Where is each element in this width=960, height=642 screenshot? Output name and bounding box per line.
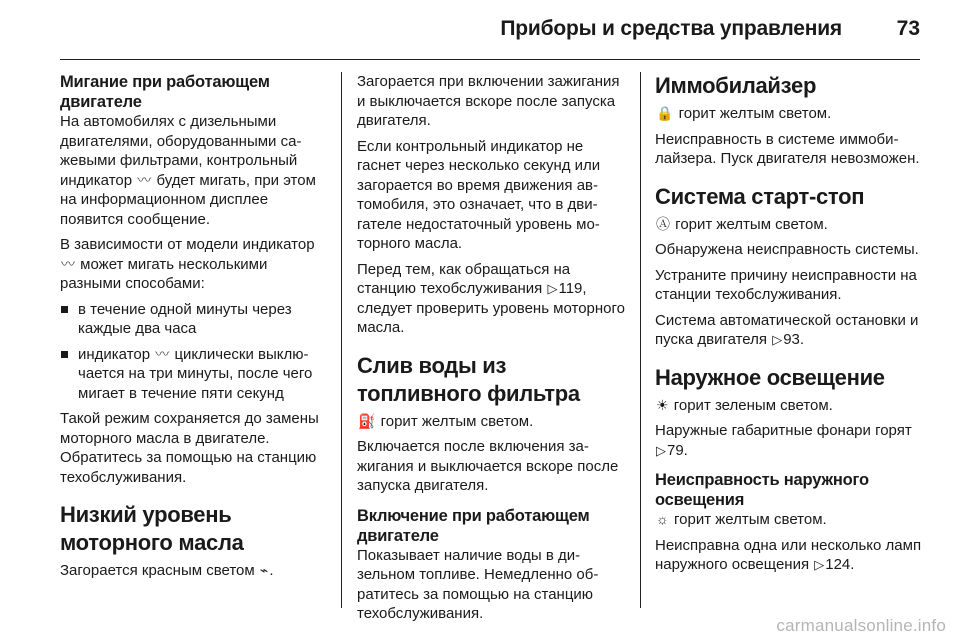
- paragraph: 🔒 горит желтым светом.: [656, 105, 832, 122]
- column-1: [60, 72, 328, 608]
- paragraph: На автомобилях с дизельными двигателями, оборудованными сажевыми фильтрами, контрольный индикатор 〰 будет мигать, при этом на информационном дисплее появится сообщение.: [60, 113, 316, 228]
- paragraph: Такой режим сохраняется до замены моторного масла в двигателе. Обратитесь за помощью на станцию техобслуживания.: [60, 410, 319, 486]
- triangle-reference-icon: ▷: [547, 281, 558, 296]
- page-header: [0, 0, 960, 62]
- paragraph: Ⓐ горит желтым светом.: [656, 215, 828, 233]
- immobilizer-icon: 🔒: [656, 105, 674, 121]
- paragraph: ⛽ горит желтым светом.: [358, 412, 534, 430]
- paragraph: Неисправна одна или несколько ламп наружного освещения ▷124.: [655, 536, 922, 573]
- triangle-reference-icon: ▷: [656, 442, 666, 458]
- paragraph: Неисправность в системе иммобилайзера. Пуск двигателя невозможен.: [655, 130, 920, 167]
- heading-blink-running: Мигание при работающем двигателе: [60, 73, 270, 111]
- glow-plug-icon: 〰: [61, 255, 75, 272]
- heading-exterior-lighting-fault: Неисправность наружного освещения: [655, 471, 869, 509]
- fuel-filter-water-icon: ⛽: [358, 412, 376, 429]
- glow-plug-icon: 〰: [155, 345, 170, 362]
- heading-immobilizer: Иммобилайзер: [655, 73, 817, 98]
- header-divider: [60, 59, 920, 60]
- heading-start-stop: Система старт-стоп: [655, 183, 865, 209]
- paragraph: ☼ горит желтым светом.: [656, 511, 827, 528]
- paragraph: Обнаружена неисправность системы.: [655, 241, 919, 258]
- triangle-reference-icon: ▷: [772, 332, 783, 347]
- column-divider-1: [341, 72, 342, 608]
- paragraph: Если контрольный индикатор не гаснет через несколько секунд или загорается во время движения автомобиля, это означает, что в двигателе недостаточный уровень моторного масла.: [357, 137, 601, 252]
- bulb-fault-icon: ☼: [656, 511, 669, 527]
- heading-fuel-filter-drain: Слив воды из топливного фильтра: [357, 352, 580, 406]
- paragraph: Наружные габаритные фонари горят ▷79.: [655, 422, 912, 459]
- start-stop-icon: Ⓐ: [656, 215, 670, 232]
- paragraph: Показывает наличие воды в дизельном топливе. Немедленно обратитесь за помощью на станцию техобслуживания.: [357, 546, 599, 622]
- paragraph: ☀ горит зеленым светом.: [656, 396, 833, 414]
- paragraph: Перед тем, как обращаться на станцию техобслуживания ▷119, следует проверить уровень моторного масла.: [357, 260, 626, 336]
- oil-can-icon: ⌁: [259, 562, 269, 578]
- page-number: 73: [896, 17, 920, 40]
- list-item: в течение одной минуты через каждые два часа: [60, 300, 328, 339]
- heading-exterior-lighting: Наружное освещение: [655, 364, 885, 390]
- watermark: carmanualsonline.info: [776, 616, 946, 635]
- paragraph: Включается после включения зажигания и выключается вскоре после запуска двигателя.: [357, 438, 619, 494]
- column-2: [357, 72, 626, 622]
- paragraph: Загорается при включении зажигания и выключается вскоре после запуска двигателя.: [357, 73, 620, 129]
- glow-plug-icon: 〰: [137, 171, 152, 188]
- list-item: индикатор 〰 циклически выключается на три минуты, после чего мигает в течение пяти секунд: [60, 345, 328, 404]
- paragraph: Система автоматической остановки и пуска двигателя ▷93.: [655, 311, 919, 348]
- exterior-light-icon: ☀: [656, 396, 669, 413]
- column-3: [655, 72, 927, 608]
- heading-on-while-running: Включение при работающем двигателе: [357, 506, 590, 545]
- column-divider-2: [640, 72, 641, 608]
- paragraph: Загорается красным светом ⌁.: [60, 562, 274, 579]
- heading-low-oil: Низкий уровень моторного масла: [60, 502, 244, 555]
- paragraph: В зависимости от модели индикатор 〰 может мигать несколькими разными способами:: [60, 236, 315, 292]
- paragraph: Устраните причину неисправности на станции техобслуживания.: [655, 266, 917, 303]
- page-title: Приборы и средства управления: [500, 17, 842, 40]
- triangle-reference-icon: ▷: [814, 557, 825, 572]
